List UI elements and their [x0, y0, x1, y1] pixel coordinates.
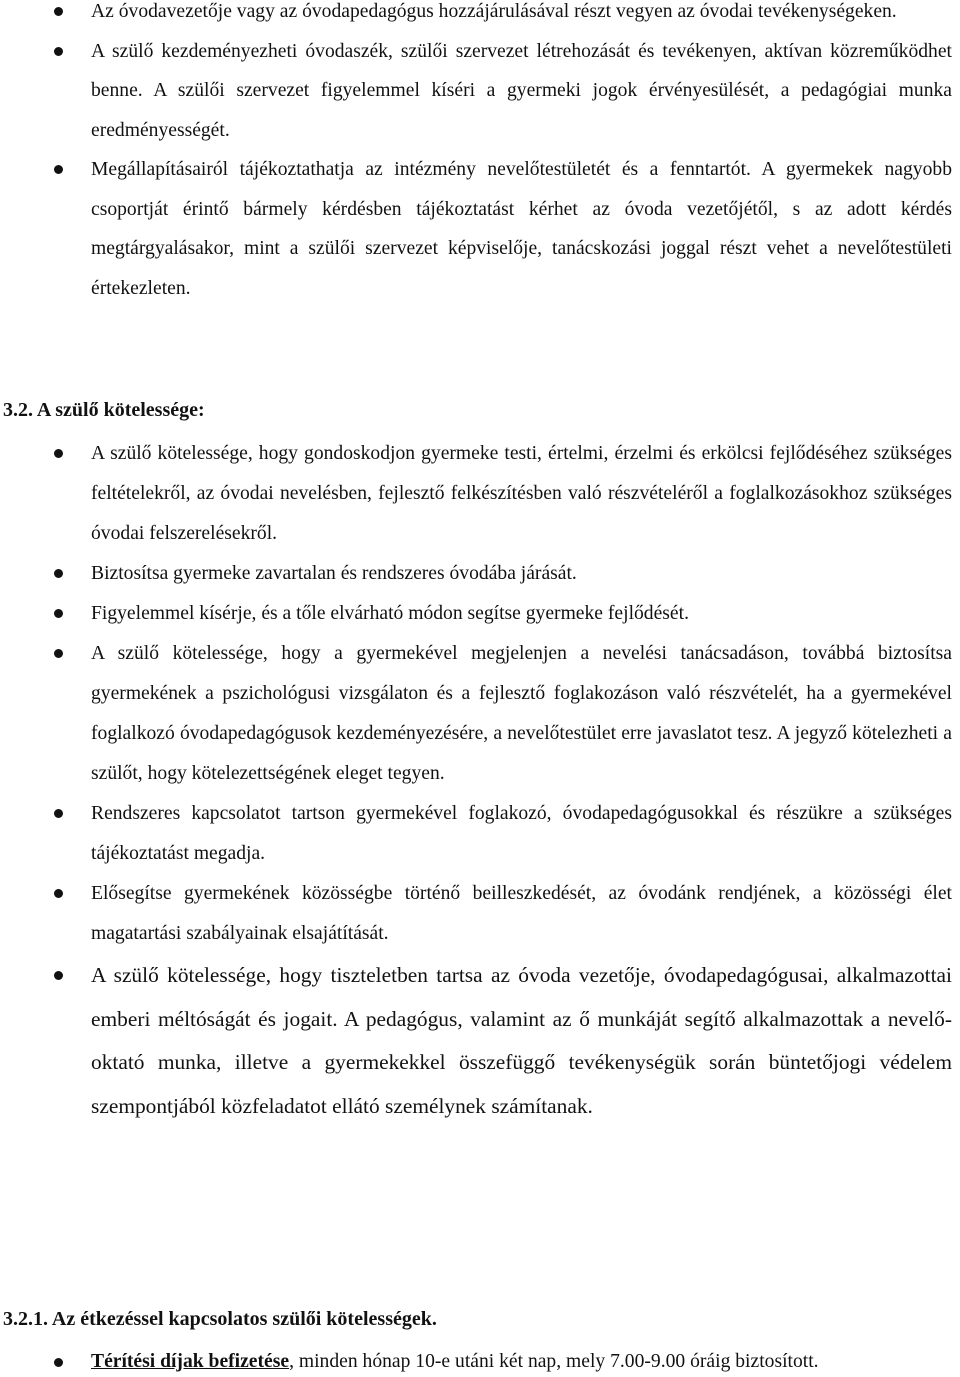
list-item: Elősegítse gyermekének közösségbe történő beilleszkedését, az óvodánk rendjének, a közösségi élet magatartási szabályainak elsajátítását. — [0, 874, 956, 954]
list-item: A szülő kötelessége, hogy a gyermekével megjelenjen a nevelési tanácsadáson, továbbá biztosítsa gyermekének a pszichológusi vizsgálaton és a fejlesztő foglakozáson való részvételét, ha a gyermekével foglalkozó óvodapedagógusok kezdeményezésére, a nevelőtestület erre javaslatot tesz. A jegyző kötelezheti a szülőt, hogy kötelezettségének eleget tegyen. — [0, 634, 956, 794]
list-item: Az óvodavezetője vagy az óvodapedagógus hozzájárulásával részt vegyen az óvodai tevékenységeken. — [0, 0, 956, 32]
section-heading-3-2-1: 3.2.1. Az étkezéssel kapcsolatos szülői kötelességek. — [3, 1308, 437, 1330]
bullet-list-parent-rights — [0, 0, 956, 308]
list-item: A szülő kezdeményezheti óvodaszék, szülői szervezet létrehozását és tevékenyen, aktívan közreműködhet benne. A szülői szervezet figyelemmel kíséri a gyermeki jogok érvényesülését, a pedagógiai munka eredményességét. — [0, 32, 956, 151]
section-heading-3-2: 3.2. A szülő kötelessége: — [3, 399, 205, 421]
list-item: Rendszeres kapcsolatot tartson gyermekével foglakozó, óvodapedagógusokkal és részükre a szükséges tájékoztatást megadja. — [0, 794, 956, 874]
emphasis-text: Térítési díjak befizetése — [91, 1351, 290, 1372]
list-item: A szülő kötelessége, hogy gondoskodjon gyermeke testi, értelmi, érzelmi és erkölcsi fejlődéséhez szükséges feltételekről, az óvodai nevelésben, fejlesztő felkészítésben való részvételéről a foglalkozásokhoz szükséges óvodai felszerelésekről. — [0, 434, 956, 554]
list-item: Biztosítsa gyermeke zavartalan és rendszeres óvodába járását. — [0, 554, 956, 594]
item-text: , minden hónap 10-e utáni két nap, mely 7.00-9.00 óráig biztosított. — [289, 1351, 819, 1372]
list-item — [0, 1347, 956, 1377]
bullet-list-meal-duties — [0, 1347, 956, 1377]
list-item: Megállapításairól tájékoztathatja az intézmény nevelőtestületét és a fenntartót. A gyermekek nagyobb csoportját érintő bármely kérdésben tájékoztatást kérhet az óvoda vezetőjétől, s az adott kérdés megtárgyalásakor, mint a szülői szervezet képviselője, tanácskozási joggal részt vehet a nevelőtestületi értekezleten. — [0, 150, 956, 308]
list-item: A szülő kötelessége, hogy tiszteletben tartsa az óvoda vezetője, óvodapedagógusai, alkalmazottai emberi méltóságát és jogait. A pedagógus, valamint az ő munkáját segítő alkalmazottak a nevelő-oktató munka, illetve a gyermekekkel összefüggő tevékenységük során büntetőjogi védelem szempontjából közfeladatot ellátó személynek számítanak. — [0, 954, 956, 1128]
list-item: Figyelemmel kísérje, és a tőle elvárható módon segítse gyermeke fejlődését. — [0, 594, 956, 634]
bullet-list-parent-duties — [0, 434, 956, 1128]
